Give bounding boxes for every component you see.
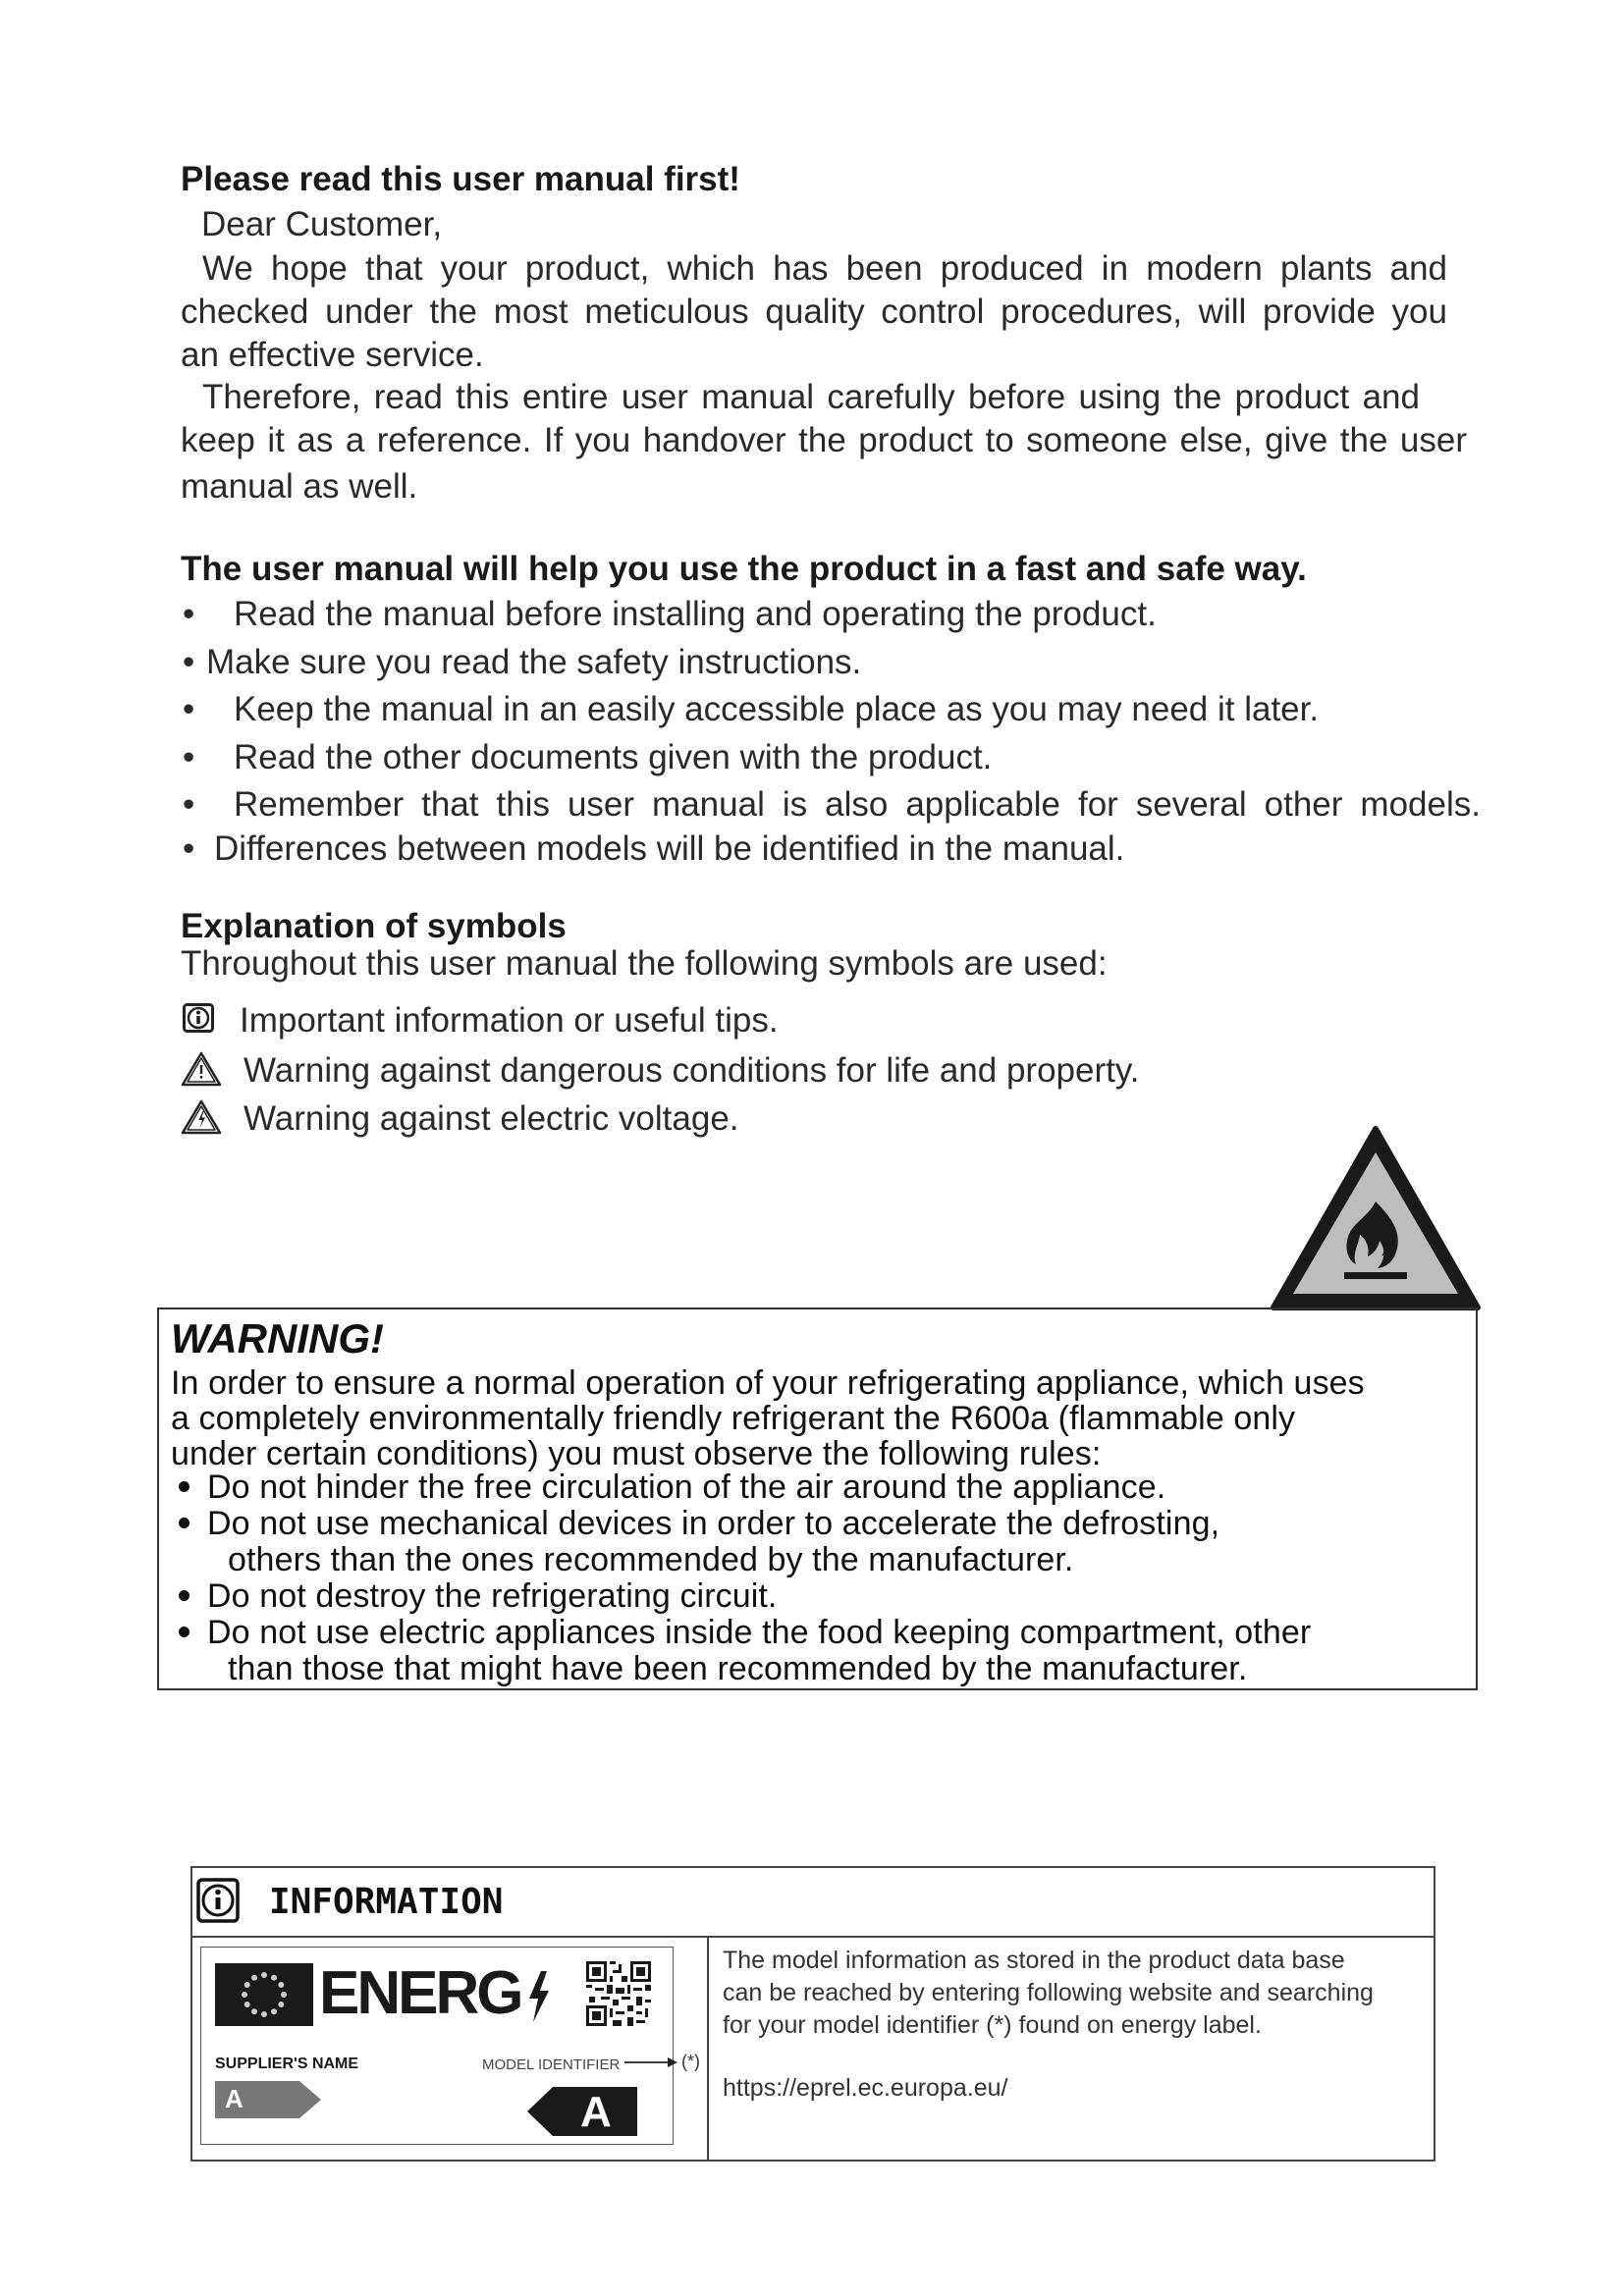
help-bullet-6: • Differences between models will be identified in the manual. bbox=[183, 829, 1125, 868]
electric-warning-icon bbox=[181, 1099, 222, 1135]
warning-intro-line: In order to ensure a normal operation of your refrigerating appliance, which uses bbox=[171, 1364, 1365, 1402]
bullet-dot bbox=[179, 1590, 189, 1601]
help-bullet-text: Read the manual before installing and operating the product. bbox=[234, 595, 1157, 633]
symbols-heading: Explanation of symbols bbox=[181, 907, 567, 945]
help-bullet-5: • Remember that this user manual is also applicable for several other models. bbox=[183, 785, 1481, 824]
information-box bbox=[190, 1866, 1435, 2162]
warning-box bbox=[157, 1308, 1478, 1690]
identifier-marker: (*) bbox=[681, 2052, 700, 2071]
help-bullet-4: • Read the other documents given with the product. bbox=[183, 738, 993, 776]
help-bullet-text: Make sure you read the safety instructions. bbox=[206, 643, 862, 681]
info-text-line: The model information as stored in the product data base bbox=[723, 1947, 1345, 1974]
warning-title: WARNING! bbox=[171, 1315, 384, 1362]
information-title: INFORMATION bbox=[269, 1882, 504, 1922]
help-bullet-text: Read the other documents given with the product. bbox=[234, 738, 993, 776]
pointer-arrow bbox=[624, 2056, 679, 2068]
supplier-label: SUPPLIER'S NAME bbox=[215, 2056, 359, 2072]
symbol-row-electric bbox=[181, 1099, 1064, 1139]
intro-p2-line: keep it as a reference. If you handover the product to someone else, give the user bbox=[181, 421, 1467, 459]
help-bullet-1: • Read the manual before installing and operating the product. bbox=[183, 595, 1157, 633]
eu-flag-icon bbox=[215, 1963, 313, 2026]
warning-rule-text: Do not destroy the refrigerating circuit. bbox=[207, 1577, 778, 1615]
qr-code-icon bbox=[586, 1961, 651, 2026]
info-text-line: for your model identifier (*) found on energy label. bbox=[723, 2011, 1262, 2039]
intro-paragraph-2 bbox=[181, 376, 1467, 508]
intro-p1-line: checked under the most meticulous quality control procedures, will provide you bbox=[181, 293, 1447, 331]
help-bullet-3: • Keep the manual in an easily accessible place as you may need it later. bbox=[183, 690, 1320, 728]
energy-label bbox=[200, 1947, 674, 2145]
bullet-dot bbox=[179, 1627, 189, 1637]
lightning-icon bbox=[527, 1971, 551, 2022]
warning-intro-line: a completely environmentally friendly refrigerant the R600a (flammable only bbox=[171, 1400, 1296, 1437]
info-icon bbox=[196, 1878, 240, 1923]
header-divider bbox=[192, 1936, 1434, 1938]
energy-class-big: A bbox=[580, 2088, 612, 2136]
help-bullet-2: • Make sure you read the safety instructions. bbox=[183, 643, 862, 681]
warning-rule-text: Do not use mechanical devices in order to accelerate the defrosting, bbox=[207, 1505, 1220, 1542]
intro-p2-line: Therefore, read this entire user manual carefully before using the product and bbox=[202, 378, 1420, 416]
greeting: Dear Customer, bbox=[201, 205, 443, 243]
warning-intro-line: under certain conditions) you must observe the following rules: bbox=[171, 1435, 1102, 1472]
intro-paragraph-1 bbox=[181, 247, 1447, 377]
symbol-text: Important information or useful tips. bbox=[240, 1001, 779, 1040]
energy-class-small: A bbox=[225, 2084, 244, 2113]
warning-rule bbox=[179, 1577, 777, 1616]
column-divider bbox=[707, 1937, 709, 2162]
intro-p1-line: an effective service. bbox=[181, 336, 484, 374]
symbols-intro: Throughout this user manual the following symbols are used: bbox=[181, 944, 1108, 983]
info-text-line: can be reached by entering following website and searching bbox=[723, 1979, 1374, 2006]
warning-rule bbox=[179, 1505, 1219, 1543]
help-bullet-text: Remember that this user manual is also applicable for several other models. bbox=[234, 785, 1481, 824]
symbol-text: Warning against dangerous conditions for life and property. bbox=[244, 1051, 1140, 1090]
warning-rule bbox=[179, 1468, 1165, 1507]
help-bullet-text: Keep the manual in an easily accessible place as you may need it later. bbox=[234, 690, 1320, 728]
warning-rule-continuation: than those that might have been recommended by the manufacturer. bbox=[228, 1650, 1248, 1687]
warning-rule-text: Do not hinder the free circulation of the air around the appliance. bbox=[207, 1468, 1166, 1506]
intro-p2-line: manual as well. bbox=[181, 467, 418, 506]
bullet-dot bbox=[179, 1481, 189, 1492]
help-bullet-text: Differences between models will be identified in the manual. bbox=[214, 829, 1125, 868]
warning-rule-continuation: others than the ones recommended by the manufacturer. bbox=[228, 1541, 1074, 1578]
eprel-link[interactable]: https://eprel.ec.europa.eu/ bbox=[723, 2074, 1008, 2102]
symbol-row-info bbox=[181, 1001, 1064, 1041]
intro-p1-line: We hope that your product, which has been produced in modern plants and bbox=[202, 249, 1447, 288]
flammable-warning-icon bbox=[1270, 1125, 1482, 1311]
warning-rule bbox=[179, 1614, 1311, 1652]
energy-logo-text: ENERG bbox=[319, 1959, 521, 2027]
warning-triangle-icon bbox=[181, 1051, 222, 1087]
symbol-text: Warning against electric voltage. bbox=[244, 1099, 739, 1138]
intro-heading: Please read this user manual first! bbox=[181, 160, 740, 198]
model-identifier-label: MODEL IDENTIFIER bbox=[482, 2056, 621, 2073]
bullet-dot bbox=[179, 1518, 189, 1528]
info-icon bbox=[183, 1003, 214, 1035]
help-heading: The user manual will help you use the product in a fast and safe way. bbox=[181, 550, 1307, 588]
symbol-row-warning bbox=[181, 1051, 1261, 1091]
warning-rule-text: Do not use electric appliances inside the food keeping compartment, other bbox=[207, 1614, 1312, 1651]
